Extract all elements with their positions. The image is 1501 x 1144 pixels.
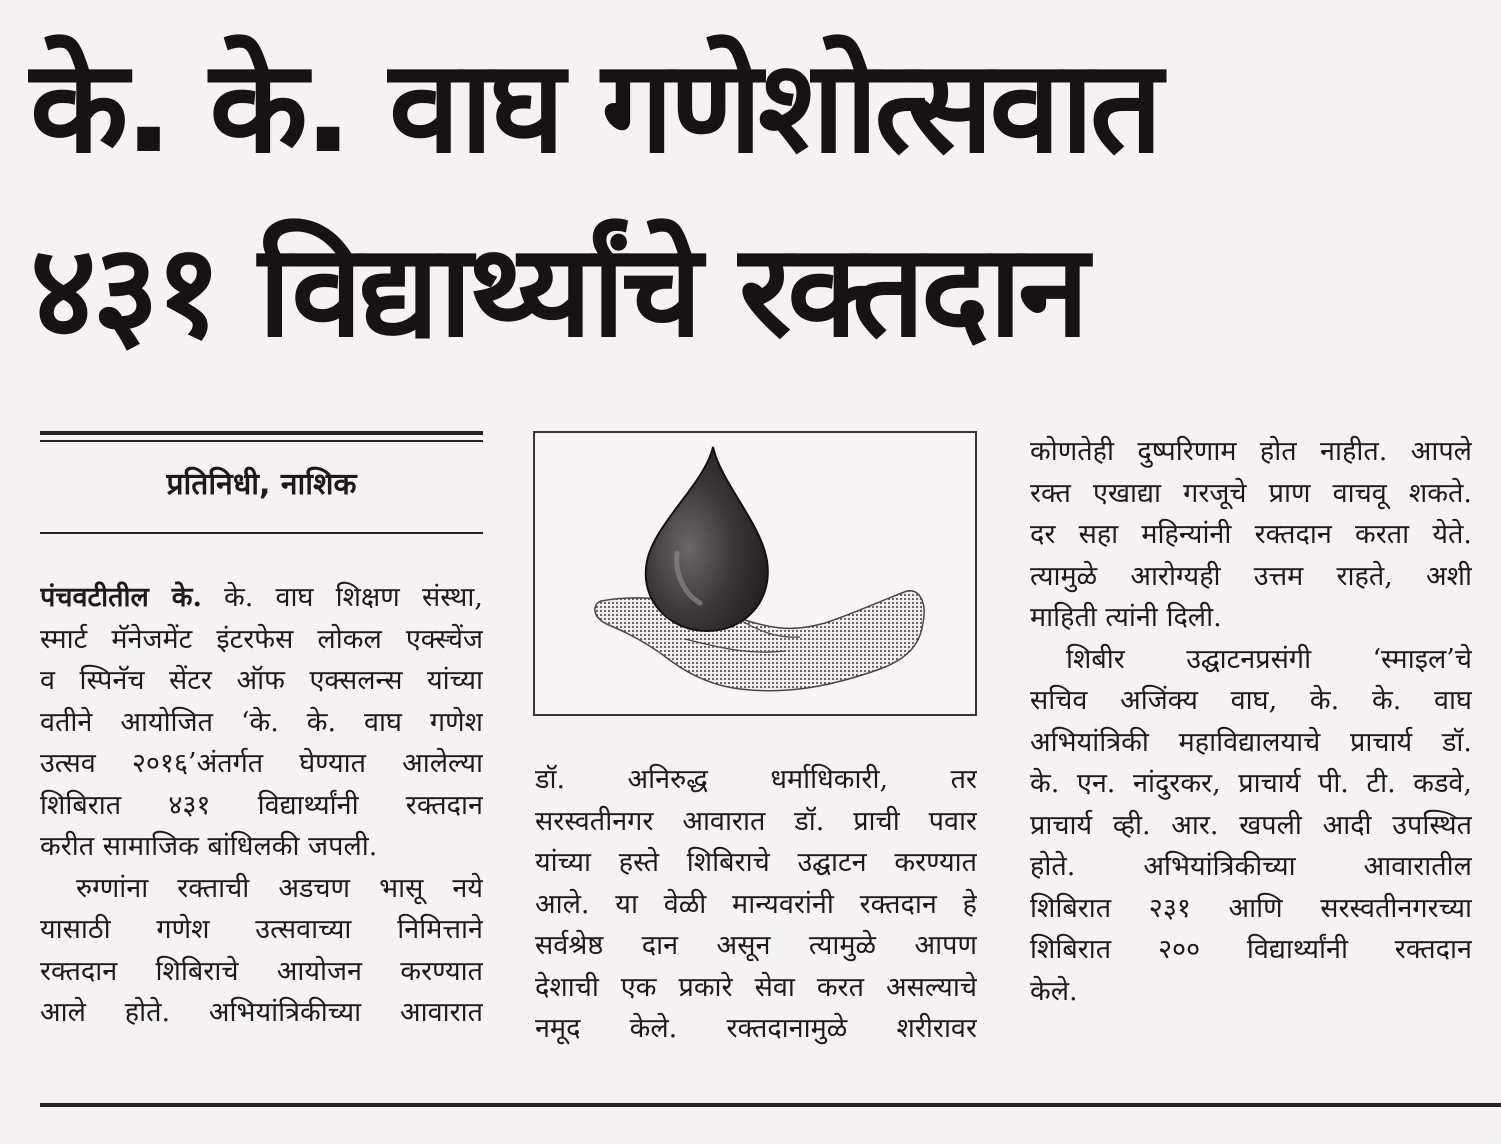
text-line: यांच्या हस्ते शिबिराचे उद्घाटन करण्यात [535, 847, 977, 878]
text-line: सचिव अजिंक्य वाघ, के. के. वाघ [1030, 685, 1472, 716]
text-line: माहिती त्यांनी दिली. [1030, 602, 1222, 633]
text-line: आले. या वेळी मान्यवरांनी रक्तदान हे [535, 888, 977, 920]
headline-line-2: ४३१ विद्यार्थ्यांचे रक्तदान [30, 217, 1086, 366]
article-column-2 [535, 759, 977, 1050]
text-line: स्मार्ट मॅनेजमेंट इंटरफेस लोकल एक्स्चेंज [40, 623, 483, 655]
text-line: उत्सव २०१६’अंतर्गत घेण्यात आलेल्या [40, 748, 483, 779]
text-line: रक्तदान शिबिराचे आयोजन करण्यात [40, 955, 483, 987]
lead-bold-text: पंचवटीतील के. [40, 582, 202, 613]
byline-top-rule-thick [40, 431, 483, 435]
text-line: देशाची एक प्रकारे सेवा करत असल्याचे [535, 971, 977, 1003]
byline-top-rule-thin [40, 440, 483, 442]
text-line: यासाठी गणेश उत्सवाच्या निमित्ताने [40, 914, 483, 945]
text-line: नमूद केले. रक्तदानामुळे शरीरावर [535, 1013, 977, 1044]
text-line: केले. [1030, 975, 1078, 1007]
bottom-rule [40, 1103, 1501, 1107]
text-line: शिबीर उद्घाटनप्रसंगी ‘स्माइल’चे [1066, 643, 1472, 675]
text-line: शिबिरात २०० विद्यार्थ्यांनी रक्तदान [1030, 934, 1472, 965]
text-line [40, 577, 483, 619]
text-line: के. एन. नांदुरकर, प्राचार्य पी. टी. कडवे, [1030, 768, 1472, 799]
text-line: शिबिरात ४३१ विद्यार्थ्यांनी रक्तदान [40, 789, 483, 821]
article-column-1 [40, 577, 483, 1034]
text-line: कोणतेही दुष्परिणाम होत नाहीत. आपले [1030, 436, 1472, 467]
text-line: होते. अभियांत्रिकीच्या आवारातील [1030, 851, 1472, 882]
blood-drop-hand-icon [535, 433, 975, 714]
text-line: आले होते. अभियांत्रिकीच्या आवारात [40, 997, 483, 1028]
text-line: दर सहा महिन्यांनी रक्तदान करता येते. [1030, 519, 1472, 550]
text-line: अभियांत्रिकी महाविद्यालयाचे प्राचार्य डॉ. [1030, 726, 1472, 758]
text-line: सरस्वतीनगर आवारात डॉ. प्राची पवार [535, 805, 977, 837]
blood-donation-illustration [533, 431, 977, 716]
headline-line-1: के. के. वाघ गणेशोत्सवात [30, 33, 1159, 182]
text-line: त्यामुळे आरोग्यही उत्तम राहते, अशी [1030, 560, 1472, 592]
text-line: प्राचार्य व्ही. आर. खपली आदी उपस्थित [1030, 809, 1472, 841]
text-line: डॉ. अनिरुद्ध धर्माधिकारी, तर [535, 764, 977, 795]
text-line-rest: के. वाघ शिक्षण संस्था, [201, 582, 483, 613]
text-line: सर्वश्रेष्ठ दान असून त्यामुळे आपण [535, 930, 977, 961]
article-column-3 [1030, 431, 1472, 1012]
byline: प्रतिनिधी, नाशिक [166, 467, 357, 502]
byline-bottom-rule [40, 532, 483, 534]
text-line: व स्पिनॅच सेंटर ऑफ एक्सलन्स यांच्या [40, 665, 483, 696]
text-line: वतीने आयोजित ‘के. के. वाघ गणेश [40, 706, 483, 738]
text-line: शिबिरात २३१ आणि सरस्वतीनगरच्या [1030, 892, 1472, 924]
text-line: करीत सामाजिक बांधिलकी जपली. [40, 831, 378, 862]
text-line: रुग्णांना रक्ताची अडचण भासू नये [76, 872, 483, 904]
text-line: रक्त एखाद्या गरजूचे प्राण वाचवू शकते. [1030, 477, 1472, 509]
